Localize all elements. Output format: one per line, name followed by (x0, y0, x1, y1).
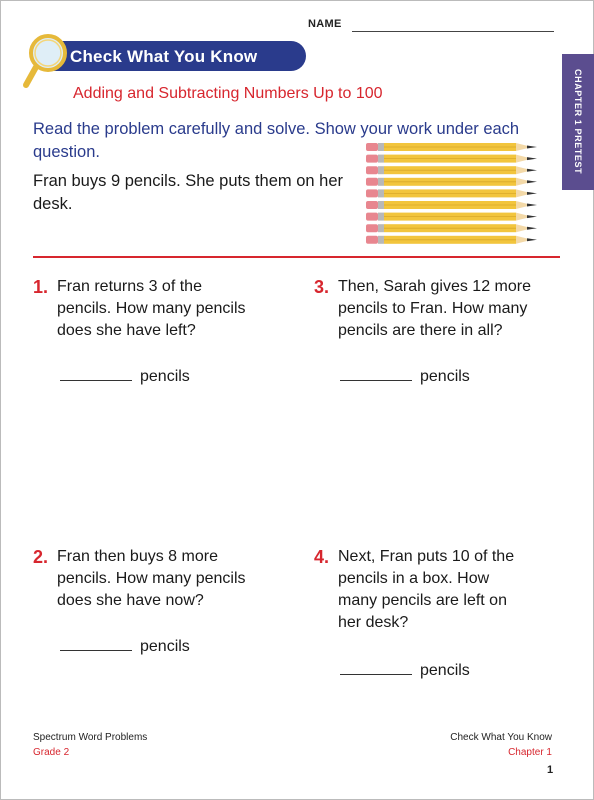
page-number: 1 (547, 764, 554, 776)
page-title: Check What You Know (70, 47, 258, 66)
footer-chapter: Chapter 1 (508, 747, 552, 758)
answer-blank[interactable] (60, 366, 132, 381)
section-subtitle: Adding and Subtracting Numbers Up to 100 (73, 85, 383, 102)
answer-2 (60, 636, 190, 656)
problem-4 (314, 546, 564, 638)
answer-unit: pencils (420, 662, 470, 679)
answer-blank[interactable] (340, 660, 412, 675)
intro-text: Fran buys 9 pencils. She puts them on her desk. (33, 172, 344, 213)
problem-number: 2. (33, 547, 49, 567)
pencil-icon (366, 189, 537, 197)
footer-section: Check What You Know (450, 732, 552, 743)
pencil-icon (366, 224, 537, 232)
chapter-tab-label: CHAPTER 1 PRETEST (573, 69, 583, 175)
footer-book-title: Spectrum Word Problems (33, 732, 148, 743)
pencil-icon (366, 178, 537, 186)
problem-3 (314, 276, 564, 346)
problem-1 (33, 276, 283, 346)
answer-blank[interactable] (60, 636, 132, 651)
pencil-stack-icon (364, 140, 540, 248)
answer-blank[interactable] (340, 366, 412, 381)
problem-number: 3. (314, 277, 330, 297)
pencil-icon (366, 201, 537, 209)
problem-2 (33, 546, 283, 616)
name-label: NAME (308, 18, 342, 30)
answer-unit: pencils (420, 368, 470, 385)
pencil-icon (366, 213, 537, 221)
problem-number: 1. (33, 277, 49, 297)
answer-1 (60, 366, 190, 386)
answer-unit: pencils (140, 368, 190, 385)
pencil-icon (366, 236, 537, 244)
divider (33, 256, 560, 258)
answer-unit: pencils (140, 638, 190, 655)
pencil-icon (366, 166, 537, 174)
instructions: Read the problem carefully and solve. Show your work under each question. (33, 120, 520, 161)
answer-3 (340, 366, 470, 386)
magnifying-glass-icon (20, 31, 76, 91)
problem-text: Then, Sarah gives 12 more pencils to Fran. How many pencils are there in all? (338, 278, 531, 339)
pencil-icon (366, 143, 537, 151)
problem-number: 4. (314, 547, 330, 567)
name-field[interactable] (352, 31, 554, 32)
problem-text: Fran returns 3 of the pencils. How many pencils does she have left? (57, 278, 246, 339)
pencil-icon (366, 155, 537, 163)
problem-text: Next, Fran puts 10 of the pencils in a box. How many pencils are left on her desk? (338, 548, 515, 631)
answer-4 (340, 660, 470, 680)
footer-grade: Grade 2 (33, 747, 70, 758)
problem-text: Fran then buys 8 more pencils. How many pencils does she have now? (57, 548, 246, 609)
